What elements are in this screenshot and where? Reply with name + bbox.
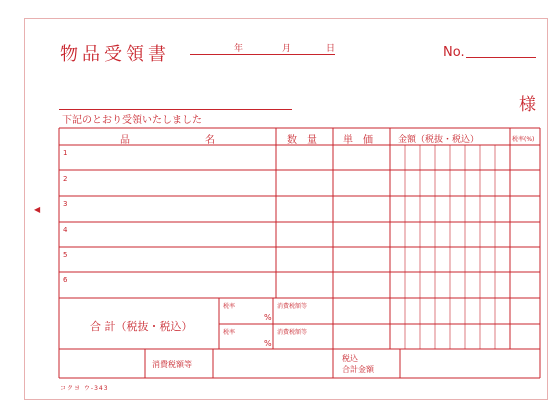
header-item: 品 bbox=[120, 135, 130, 146]
number-underline bbox=[466, 57, 536, 58]
date-underline bbox=[190, 54, 335, 55]
consumption-tax-label: 消費税額等 bbox=[152, 360, 192, 369]
tax-rate-label: 税率 bbox=[223, 303, 236, 310]
total-label: 合 計（税抜・税込） bbox=[90, 320, 193, 333]
honorific: 様 bbox=[519, 95, 536, 115]
footer-code: コクヨ ウ-343 bbox=[60, 385, 109, 392]
recipient-line bbox=[59, 109, 292, 110]
header-amount: 金額（税抜・税込） bbox=[398, 135, 480, 145]
left-arrow-icon: ◀ bbox=[34, 205, 41, 214]
date-month-label: 月 bbox=[282, 44, 292, 54]
form-title: 物品受領書 bbox=[60, 44, 170, 65]
row-number: 3 bbox=[63, 200, 68, 208]
tax-amount-label: 消費税額等 bbox=[277, 329, 308, 336]
row-number: 6 bbox=[63, 276, 68, 284]
header-quantity: 数 量 bbox=[287, 135, 317, 146]
percent-sign: % bbox=[264, 339, 272, 348]
row-number: 2 bbox=[63, 175, 68, 183]
grand-total-label-line1: 税込 bbox=[342, 354, 358, 363]
number-label: No. bbox=[443, 45, 465, 60]
grand-total-label-line2: 合計金額 bbox=[342, 365, 374, 374]
received-statement: 下記のとおり受領いたしました bbox=[62, 115, 202, 126]
tax-rate-label: 税率 bbox=[223, 329, 236, 336]
row-number: 4 bbox=[63, 226, 68, 234]
row-number: 1 bbox=[63, 149, 68, 157]
header-unit-price: 単 価 bbox=[343, 135, 373, 146]
header-tax-rate: 税率(%) bbox=[512, 136, 535, 143]
date-day-label: 日 bbox=[326, 44, 336, 54]
row-number: 5 bbox=[63, 251, 68, 259]
tax-amount-label: 消費税額等 bbox=[277, 303, 308, 310]
header-item-2: 名 bbox=[205, 135, 215, 146]
date-year-label: 年 bbox=[234, 44, 244, 54]
percent-sign: % bbox=[264, 313, 272, 322]
